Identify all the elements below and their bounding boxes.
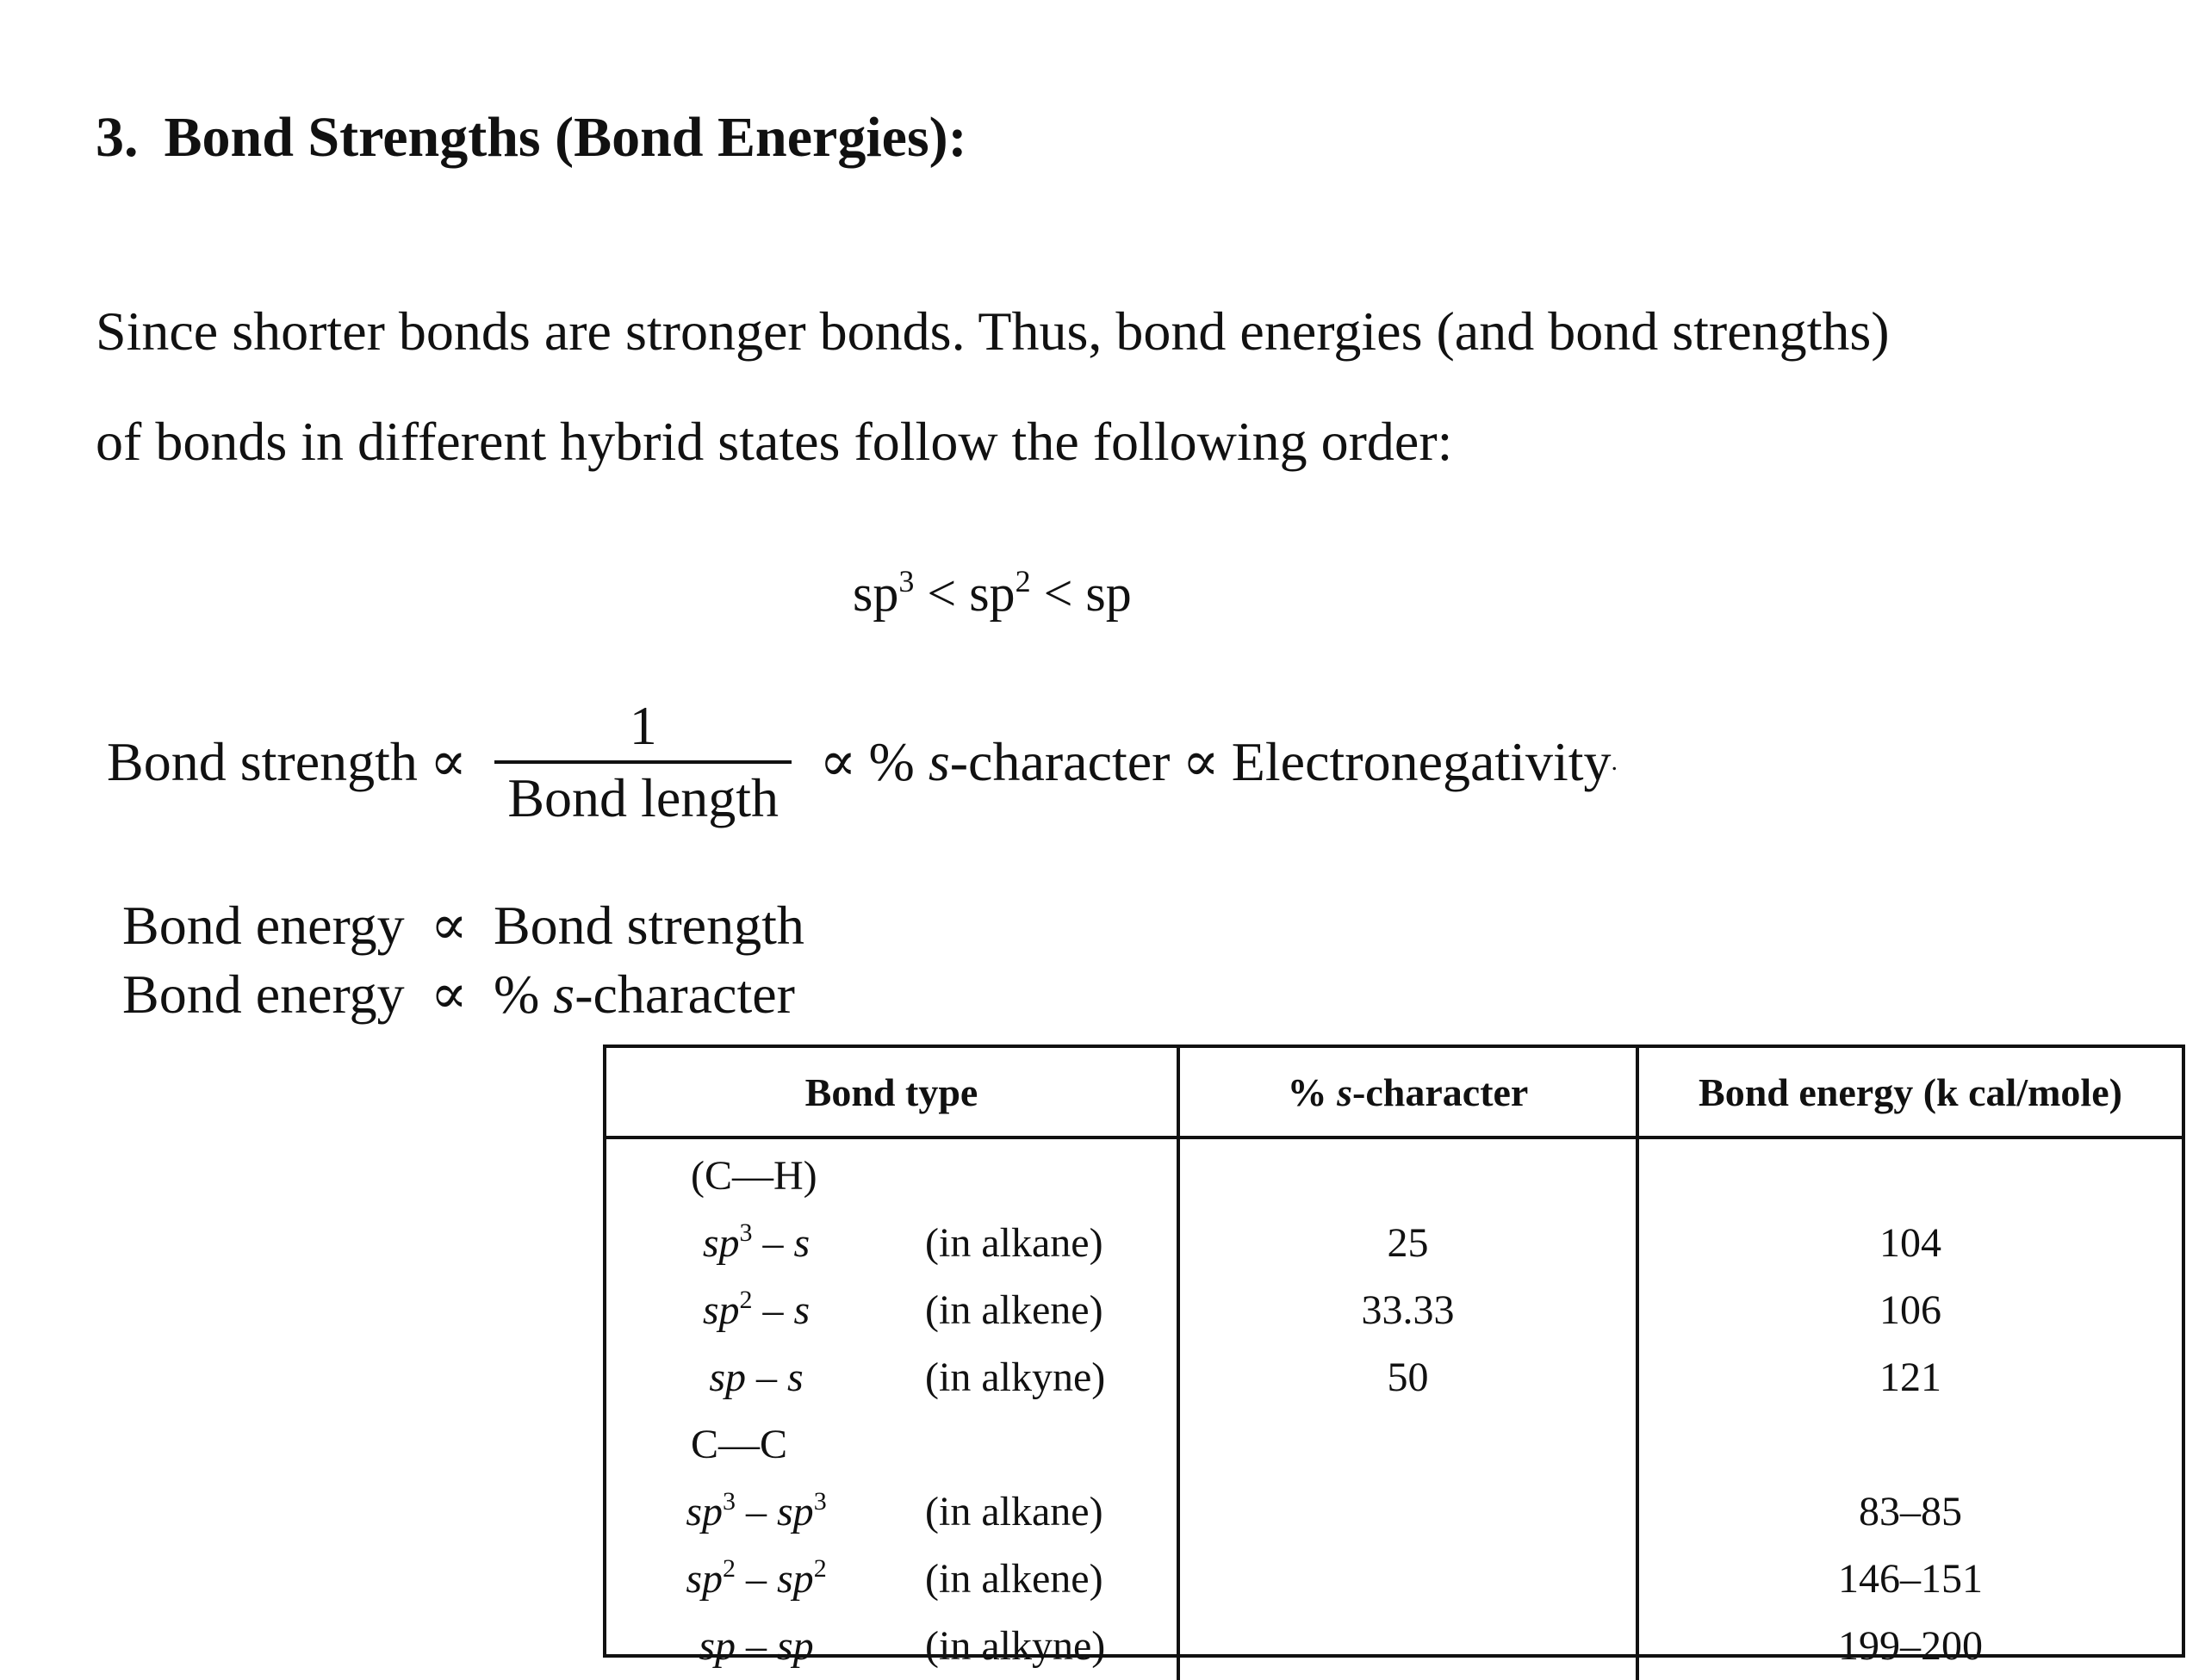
table-header-row <box>606 1048 2182 1138</box>
bond-energy-value: 121 <box>1879 1355 1941 1400</box>
paragraph-line-1: Since shorter bonds are stronger bonds. Thus, bond energies (and bond strengths) <box>96 301 1890 362</box>
proportional-symbol: ∝ <box>430 895 468 956</box>
fraction-denominator: Bond length <box>507 767 780 828</box>
context-label: (in alkane) <box>925 1220 1103 1266</box>
formula-period: . <box>1611 747 1618 776</box>
table-row <box>606 1210 1177 1277</box>
table-row <box>606 1479 1177 1546</box>
s-character-value: 33.33 <box>1361 1287 1455 1333</box>
section-number: 3. <box>96 106 139 169</box>
order-sup-3: 3 <box>898 564 915 598</box>
order-sp: sp <box>1085 565 1132 622</box>
relation-2-left: Bond energy <box>122 964 405 1025</box>
bond-energy-value: 106 <box>1879 1287 1941 1333</box>
fraction-numerator: 1 <box>629 695 657 756</box>
section-heading <box>96 105 967 170</box>
proportional-symbol: ∝ <box>819 731 857 792</box>
order-sp2: sp <box>969 565 1016 622</box>
relation-2-rest: -character <box>575 964 795 1025</box>
context-label: (in alkyne) <box>925 1355 1106 1400</box>
s-character-value: 25 <box>1387 1220 1429 1266</box>
s-character-value: 50 <box>1387 1355 1429 1400</box>
context-label: (in alkene) <box>925 1287 1103 1333</box>
percent-sign: % <box>868 731 915 792</box>
context-label: (in alkane) <box>925 1489 1103 1534</box>
table-row <box>606 1613 1177 1680</box>
context-label: (in alkene) <box>925 1556 1103 1602</box>
table-row <box>606 1344 1177 1411</box>
relation-2-percent: % <box>493 964 540 1025</box>
context-label: (in alkyne) <box>925 1623 1106 1669</box>
order-sup-2: 2 <box>1015 564 1031 598</box>
s-character-text: -character <box>949 731 1171 792</box>
table-row <box>606 1546 1177 1613</box>
s-italic: s <box>928 731 950 792</box>
bond-energy-table <box>603 1045 2185 1669</box>
orbital-pair: $sp^3$ – s <box>702 1218 811 1266</box>
header-bond-type: Bond type <box>606 1048 1178 1138</box>
bond-energy-column <box>1637 1138 2182 1680</box>
fraction <box>494 691 792 833</box>
proportional-symbol: ∝ <box>430 964 468 1025</box>
order-lt-2: < <box>1030 565 1086 622</box>
section-title: Bond Strengths (Bond Energies): <box>164 106 967 169</box>
bond-energy-value: 146–151 <box>1838 1556 1983 1602</box>
proportional-symbol: ∝ <box>429 731 468 792</box>
bond-energy-value: 199–200 <box>1838 1623 1983 1669</box>
orbital-pair: $sp^2$ – s <box>702 1286 811 1333</box>
group-label: (C—H) <box>691 1153 817 1199</box>
table-body-row <box>606 1138 2182 1680</box>
paragraph-line-2: of bonds in different hybrid states follow the following order: <box>96 411 1453 472</box>
relation-energy-strength <box>122 894 804 958</box>
header-s-character <box>1178 1048 1637 1138</box>
header-character: -character <box>1352 1069 1529 1114</box>
relation-energy-s-character <box>122 963 795 1026</box>
orbital-pair: $sp^3 - sp^3$ <box>686 1487 827 1534</box>
order-sp3: sp <box>853 565 899 622</box>
order-lt-1: < <box>914 565 970 622</box>
orbital-pair: $sp^2 - sp^2$ <box>686 1554 827 1602</box>
header-percent: % <box>1287 1069 1327 1114</box>
relation-2-s: s <box>553 964 575 1025</box>
header-bond-energy: Bond energy (k cal/mole) <box>1637 1048 2182 1138</box>
table-row <box>606 1277 1177 1344</box>
relation-1-right: Bond strength <box>493 895 804 956</box>
orbital-pair: sp – sp <box>699 1623 814 1669</box>
s-character-column <box>1178 1138 1637 1680</box>
hybrid-order <box>853 564 1132 623</box>
formula-bond-strength: Bond strength <box>107 731 418 792</box>
group-label: C—C <box>691 1422 788 1467</box>
bond-strength-formula <box>107 689 1618 835</box>
electronegativity-text: Electronegativity <box>1231 731 1612 792</box>
bond-type-column <box>606 1138 1178 1680</box>
proportional-symbol: ∝ <box>1182 731 1220 792</box>
bond-energy-value: 104 <box>1879 1220 1941 1266</box>
bond-energy-value: 83–85 <box>1859 1489 1962 1534</box>
relation-1-left: Bond energy <box>122 895 405 956</box>
header-s: s <box>1337 1069 1353 1114</box>
orbital-pair: sp – s <box>709 1355 804 1400</box>
